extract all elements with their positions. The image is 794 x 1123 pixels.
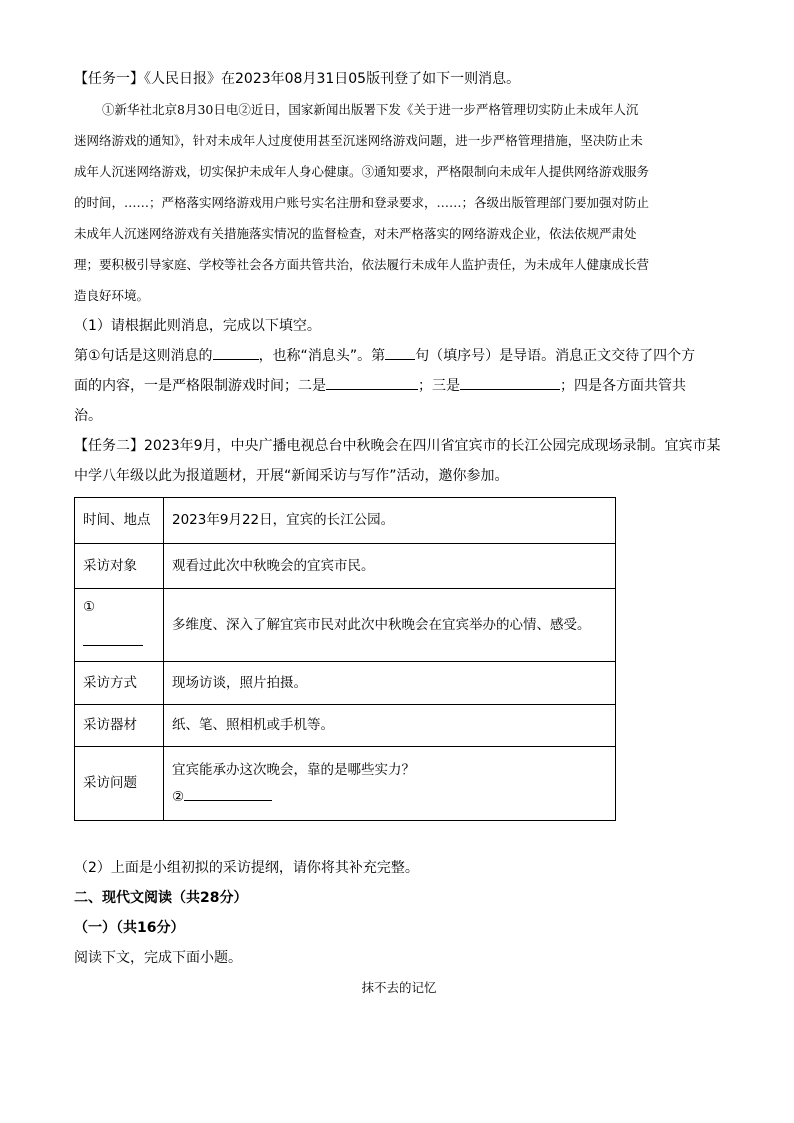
question-1-prompt: （1）请根据此则消息，完成以下填空。 bbox=[74, 318, 321, 334]
news-excerpt bbox=[74, 94, 724, 311]
reading-instruction: 阅读下文，完成下面小题。 bbox=[74, 950, 242, 966]
row-value: 多维度、深入了解宜宾市民对此次中秋晚会在宜宾举办的心情、感受。 bbox=[164, 589, 616, 662]
answer-blank[interactable] bbox=[326, 375, 418, 390]
row-key: 时间、地点 bbox=[75, 498, 164, 544]
document-page bbox=[74, 64, 724, 1003]
row-value-multi bbox=[164, 747, 616, 821]
news-line: ①新华社北京8月30日电②近日，国家新闻出版署下发《关于进一步严格管理切实防止未成年人沉 bbox=[102, 102, 639, 117]
row-value: 纸、笔、照相机或手机等。 bbox=[164, 705, 616, 747]
fill-text: ；四是各方面共管共 bbox=[560, 378, 686, 394]
news-line: 造良好环境。 bbox=[74, 288, 150, 303]
table-row bbox=[75, 662, 616, 705]
news-line: 迷网络游戏的通知》，针对未成年人过度使用甚至沉迷网络游戏问题，进一步严格管理措施，坚决防止未 bbox=[74, 133, 643, 148]
answer-blank[interactable] bbox=[83, 631, 143, 646]
table-row bbox=[75, 705, 616, 747]
answer-blank[interactable] bbox=[385, 345, 415, 360]
answer-blank[interactable] bbox=[460, 375, 560, 390]
table-row bbox=[75, 589, 616, 662]
row-value: 宜宾能承办这次晚会，靠的是哪些实力？ bbox=[172, 761, 415, 778]
subsection-heading: （一）（共16分） bbox=[74, 920, 185, 936]
task1-intro: 【任务一】《人民日报》在2023年08月31日05版刊登了如下一则消息。 bbox=[74, 71, 521, 87]
interview-outline-table bbox=[74, 497, 616, 821]
fill-text: 句（填序号）是导语。消息正文交待了四个方 bbox=[415, 348, 696, 364]
table-row bbox=[75, 544, 616, 589]
answer-blank[interactable] bbox=[213, 345, 259, 360]
fill-line-1 bbox=[74, 341, 724, 371]
row-value-marker: ② bbox=[172, 788, 185, 805]
article-title: 抹不去的记忆 bbox=[361, 980, 437, 995]
fill-text: 第①句话是这则消息的 bbox=[74, 348, 213, 364]
row-key: 采访器材 bbox=[75, 705, 164, 747]
table-row bbox=[75, 747, 616, 821]
row-key-blank bbox=[75, 589, 164, 662]
row-value: 2023年9月22日，宜宾的长江公园。 bbox=[164, 498, 616, 544]
fill-text: ；三是 bbox=[418, 378, 460, 394]
news-line: 未成年人沉迷网络游戏有关措施落实情况的监督检查，对未严格落实的网络游戏企业，依法依规严肃处 bbox=[74, 226, 637, 241]
section-heading: 二、现代文阅读（共28分） bbox=[74, 890, 248, 906]
news-line: 的时间，……；严格落实网络游戏用户账号实名注册和登录要求，……；各级出版管理部门要加强对防止 bbox=[74, 195, 650, 210]
row-key: 采访方式 bbox=[75, 662, 164, 705]
row-key: 采访问题 bbox=[75, 747, 164, 821]
fill-line-2 bbox=[74, 371, 724, 401]
fill-text: ，也称“消息头”。第 bbox=[258, 348, 386, 364]
news-line: 成年人沉迷网络游戏，切实保护未成年人身心健康。③通知要求，严格限制向未成年人提供网络游戏服务 bbox=[74, 164, 650, 179]
answer-blank[interactable] bbox=[184, 786, 272, 801]
news-line: 理；要积极引导家庭、学校等社会各方面共管共治，依法履行未成年人监护责任，为未成年人健康成长营 bbox=[74, 257, 650, 272]
question-2-prompt: （2）上面是小组初拟的采访提纲，请你将其补充完整。 bbox=[74, 860, 419, 876]
task2-intro-line: 中学八年级以此为报道题材，开展“新闻采访与写作”活动，邀你参加。 bbox=[74, 468, 509, 484]
row-value: 现场访谈，照片拍摄。 bbox=[164, 662, 616, 705]
table-row bbox=[75, 498, 616, 544]
fill-text: 面的内容，一是严格限制游戏时间；二是 bbox=[74, 378, 326, 394]
fill-line-3: 治。 bbox=[74, 408, 102, 424]
row-value: 观看过此次中秋晚会的宜宾市民。 bbox=[164, 544, 616, 589]
row-key: ① bbox=[83, 599, 96, 616]
task2-intro-line: 【任务二】2023年9月，中央广播电视总台中秋晚会在四川省宜宾市的长江公园完成现场录制。宜宾市某 bbox=[74, 438, 721, 454]
row-key: 采访对象 bbox=[75, 544, 164, 589]
